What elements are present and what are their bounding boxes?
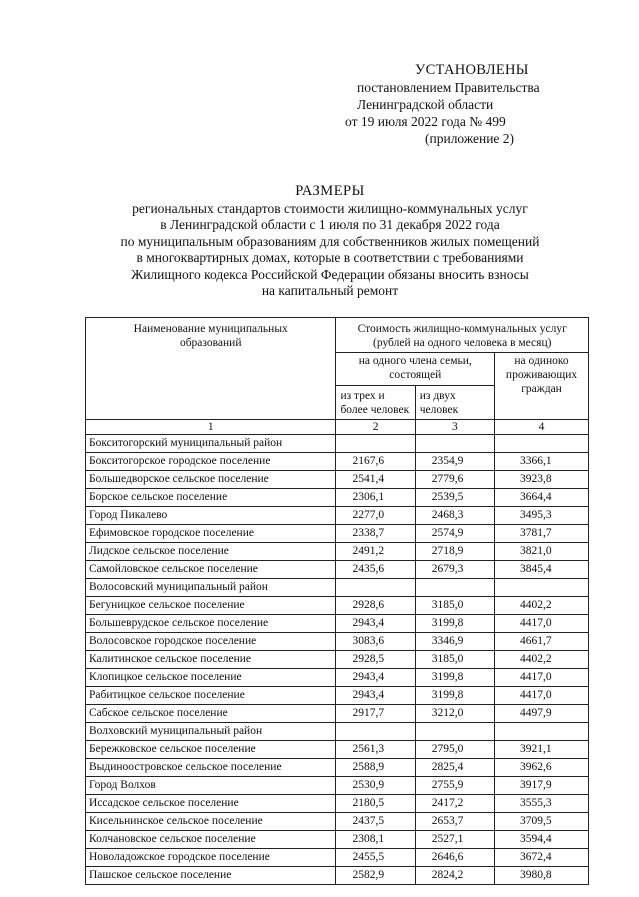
title-line: на капитальный ремонт <box>261 283 399 298</box>
table-row <box>86 543 589 561</box>
cell-two <box>415 435 494 453</box>
cell-two: 3199,8 <box>415 687 494 705</box>
cell-two: 2539,5 <box>415 489 494 507</box>
cell-name: Большеврудское сельское поселение <box>86 615 336 633</box>
header-single: на одиноко проживающих граждан <box>495 353 589 420</box>
cell-three-plus: 2541,4 <box>336 471 415 489</box>
table-row <box>86 831 589 849</box>
rates-table <box>85 317 589 885</box>
table-row <box>86 525 589 543</box>
cell-two: 2417,2 <box>415 795 494 813</box>
cell-two: 2824,2 <box>415 867 494 885</box>
cell-three-plus: 2588,9 <box>336 759 415 777</box>
cell-three-plus: 2180,5 <box>336 795 415 813</box>
approval-line: (приложение 2) <box>425 131 515 146</box>
cell-name: Волховский муниципальный район <box>86 723 336 741</box>
cell-three-plus: 2455,5 <box>336 849 415 867</box>
title-line: в многоквартирных домах, которые в соответствии с требованиями <box>136 250 524 265</box>
cell-two: 2755,9 <box>415 777 494 795</box>
cell-three-plus: 2308,1 <box>336 831 415 849</box>
cell-name: Ефимовское городское поселение <box>86 525 336 543</box>
cell-single <box>495 723 589 741</box>
title-line: Жилищного кодекса Российской Федерации обязаны вносить взносы <box>131 266 529 282</box>
cell-single: 3672,4 <box>495 849 589 867</box>
cell-name: Иссадское сельское поселение <box>86 795 336 813</box>
cell-three-plus: 2943,4 <box>336 687 415 705</box>
cell-three-plus: 2435,6 <box>336 561 415 579</box>
cell-two <box>415 579 494 597</box>
cell-three-plus: 2167,6 <box>336 453 415 471</box>
cell-name: Волосовское городское поселение <box>86 633 336 651</box>
cell-three-plus: 2338,7 <box>336 525 415 543</box>
cell-single: 3980,8 <box>495 867 589 885</box>
document-title <box>60 183 600 300</box>
cell-three-plus: 2943,4 <box>336 669 415 687</box>
cell-single: 3921,1 <box>495 741 589 759</box>
title-main: РАЗМЕРЫ <box>295 183 365 199</box>
cell-name: Рабитицкое сельское поселение <box>86 687 336 705</box>
table-row <box>86 741 589 759</box>
cell-name: Самойловское сельское поселение <box>86 561 336 579</box>
approval-line: постановлением Правительства <box>357 80 540 95</box>
table-row <box>86 759 589 777</box>
cell-three-plus: 2277,0 <box>336 507 415 525</box>
header-two: из двух человек <box>415 386 494 420</box>
table-row <box>86 669 589 687</box>
table-row <box>86 453 589 471</box>
cell-single: 3962,6 <box>495 759 589 777</box>
cell-three-plus: 3083,6 <box>336 633 415 651</box>
table-row <box>86 705 589 723</box>
cell-two: 2354,9 <box>415 453 494 471</box>
cell-two: 2527,1 <box>415 831 494 849</box>
cell-three-plus: 2928,6 <box>336 597 415 615</box>
cell-two: 3185,0 <box>415 597 494 615</box>
table-body <box>86 435 589 885</box>
cell-single: 3594,4 <box>495 831 589 849</box>
column-index: 3 <box>415 420 494 435</box>
table-row <box>86 471 589 489</box>
cell-two: 3185,0 <box>415 651 494 669</box>
column-index: 4 <box>495 420 589 435</box>
cell-name: Сабское сельское поселение <box>86 705 336 723</box>
cell-single: 3709,5 <box>495 813 589 831</box>
cell-three-plus: 2306,1 <box>336 489 415 507</box>
cell-single: 3821,0 <box>495 543 589 561</box>
cell-name: Лидское сельское поселение <box>86 543 336 561</box>
table-row <box>86 723 589 741</box>
cell-name: Клопицкое сельское поселение <box>86 669 336 687</box>
cell-two <box>415 723 494 741</box>
cell-three-plus: 2530,9 <box>336 777 415 795</box>
cell-three-plus: 2582,9 <box>336 867 415 885</box>
cell-name: Бокситогорское городское поселение <box>86 453 336 471</box>
cell-two: 2679,3 <box>415 561 494 579</box>
cell-name: Бокситогорский муниципальный район <box>86 435 336 453</box>
cell-single: 4661,7 <box>495 633 589 651</box>
cell-single: 4417,0 <box>495 669 589 687</box>
cell-two: 2779,6 <box>415 471 494 489</box>
cell-two: 2653,7 <box>415 813 494 831</box>
cell-two: 2574,9 <box>415 525 494 543</box>
table-row <box>86 507 589 525</box>
column-index: 1 <box>86 420 336 435</box>
table-row <box>86 795 589 813</box>
cell-single: 4402,2 <box>495 597 589 615</box>
table-row <box>86 687 589 705</box>
table-row <box>86 813 589 831</box>
cell-name: Выдиноостровское сельское поселение <box>86 759 336 777</box>
header-name: Наименование муниципальных образований <box>86 318 336 420</box>
table-row <box>86 777 589 795</box>
cell-single: 3366,1 <box>495 453 589 471</box>
table-row <box>86 435 589 453</box>
cell-name: Пашское сельское поселение <box>86 867 336 885</box>
table-row <box>86 489 589 507</box>
cell-single <box>495 435 589 453</box>
cell-name: Бережковское сельское поселение <box>86 741 336 759</box>
cell-three-plus: 2491,2 <box>336 543 415 561</box>
cell-two: 2718,9 <box>415 543 494 561</box>
table-row <box>86 597 589 615</box>
cell-two: 3199,8 <box>415 669 494 687</box>
cell-single: 4402,2 <box>495 651 589 669</box>
cell-name: Новоладожское городское поселение <box>86 849 336 867</box>
cell-three-plus: 2943,4 <box>336 615 415 633</box>
cell-two: 2468,3 <box>415 507 494 525</box>
header-cost: Стоимость жилищно-коммунальных услуг (рублей на одного человека в месяц) <box>336 318 589 353</box>
cell-name: Борское сельское поселение <box>86 489 336 507</box>
cell-single: 3664,4 <box>495 489 589 507</box>
cell-single <box>495 579 589 597</box>
cell-two: 2825,4 <box>415 759 494 777</box>
cell-single: 3923,8 <box>495 471 589 489</box>
table-row <box>86 615 589 633</box>
title-line: региональных стандартов стоимости жилищно-коммунальных услуг <box>132 200 528 216</box>
cell-name: Калитинское сельское поселение <box>86 651 336 669</box>
cell-single: 4417,0 <box>495 687 589 705</box>
cell-name: Город Пикалево <box>86 507 336 525</box>
cell-three-plus: 2928,5 <box>336 651 415 669</box>
cell-name: Город Волхов <box>86 777 336 795</box>
cell-single: 3781,7 <box>495 525 589 543</box>
cell-single: 3555,3 <box>495 795 589 813</box>
approval-stamp <box>345 62 605 147</box>
cell-three-plus: 2917,7 <box>336 705 415 723</box>
cell-two: 2795,0 <box>415 741 494 759</box>
cell-single: 4417,0 <box>495 615 589 633</box>
cell-single: 3845,4 <box>495 561 589 579</box>
cell-two: 2646,6 <box>415 849 494 867</box>
title-line: в Ленинградской области с 1 июля по 31 декабря 2022 года <box>160 217 500 232</box>
cell-name: Кисельнинское сельское поселение <box>86 813 336 831</box>
cell-three-plus <box>336 579 415 597</box>
cell-name: Бегуницкое сельское поселение <box>86 597 336 615</box>
table-row <box>86 633 589 651</box>
approval-line: Ленинградской области <box>357 97 494 112</box>
cell-single: 3917,9 <box>495 777 589 795</box>
title-line: по муниципальным образованиям для собственников жилых помещений <box>120 233 540 249</box>
table-row <box>86 849 589 867</box>
approval-line: от 19 июля 2022 года № 499 <box>345 114 506 129</box>
table-row <box>86 867 589 885</box>
cell-three-plus: 2437,5 <box>336 813 415 831</box>
cell-single: 4497,9 <box>495 705 589 723</box>
cell-two: 3199,8 <box>415 615 494 633</box>
approval-heading: УСТАНОВЛЕНЫ <box>415 62 529 78</box>
cell-name: Большедворское сельское поселение <box>86 471 336 489</box>
cell-two: 3346,9 <box>415 633 494 651</box>
cell-name: Волосовский муниципальный район <box>86 579 336 597</box>
table-row <box>86 651 589 669</box>
cell-single: 3495,3 <box>495 507 589 525</box>
cell-three-plus: 2561,3 <box>336 741 415 759</box>
cell-three-plus <box>336 435 415 453</box>
cell-two: 3212,0 <box>415 705 494 723</box>
header-per-member: на одного члена семьи, состоящей <box>336 353 495 386</box>
cell-name: Колчановское сельское поселение <box>86 831 336 849</box>
cell-three-plus <box>336 723 415 741</box>
table-row <box>86 579 589 597</box>
table-row <box>86 561 589 579</box>
column-index: 2 <box>336 420 415 435</box>
header-three-plus: из трех и более человек <box>336 386 415 420</box>
